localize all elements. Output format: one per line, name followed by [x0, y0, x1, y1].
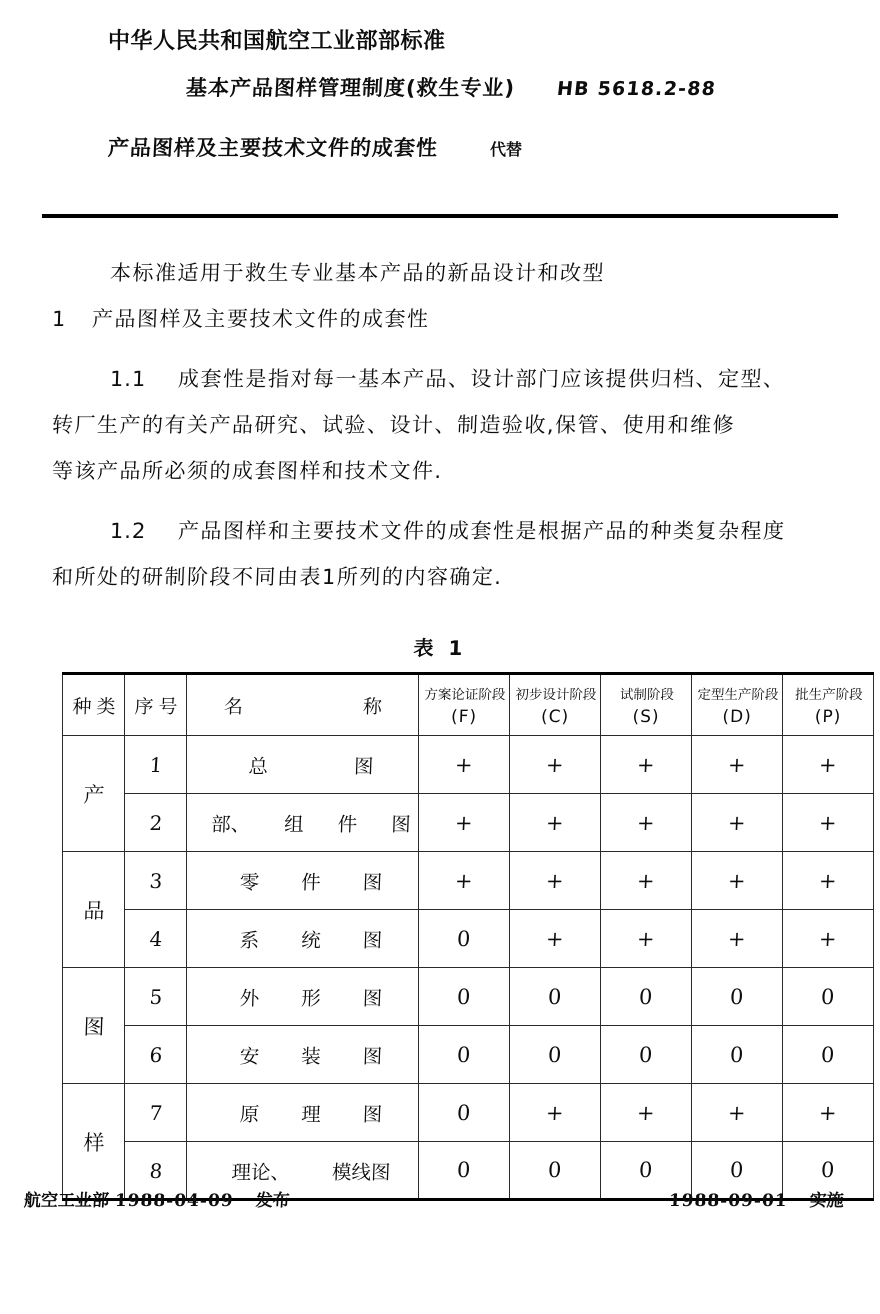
- column-header-seq: 序号: [123, 674, 187, 736]
- footer-effective-action: 实施: [809, 1191, 845, 1211]
- cell-stage-mark: [510, 910, 601, 968]
- stage-label-d: 定型生产阶段: [696, 686, 779, 702]
- paragraph-1-2-line-1: [51, 508, 843, 554]
- cell-kind: 样: [60, 1084, 126, 1200]
- name-part: 原: [238, 1102, 260, 1126]
- paragraph-1-1-line-1: [51, 356, 843, 402]
- cell-seq: 6: [122, 1026, 188, 1084]
- table-header-row: [63, 674, 874, 736]
- stage-label-c: 初步设计阶段: [514, 686, 597, 702]
- name-part: 图: [361, 870, 383, 894]
- name-part: 图: [390, 812, 411, 836]
- stage-mark: +: [727, 1100, 747, 1125]
- name-part: 件: [336, 812, 358, 836]
- table-row: [63, 1084, 874, 1142]
- document-title-sub: 产品图样及主要技术文件的成套性: [107, 136, 439, 160]
- cell-stage-mark: [692, 968, 783, 1026]
- name-part: 安: [238, 1044, 260, 1068]
- footer-issue: [23, 1186, 290, 1211]
- cell-stage-mark: [419, 1142, 510, 1200]
- cell-name: [185, 1084, 419, 1142]
- name-part: 系: [238, 928, 260, 952]
- cell-seq: 8: [122, 1142, 188, 1200]
- cell-stage-mark: [601, 794, 692, 852]
- stage-mark: +: [818, 868, 838, 893]
- cell-stage-mark: [510, 852, 601, 910]
- table-head: [63, 674, 874, 736]
- cell-stage-mark: [419, 852, 510, 910]
- name-part: 图: [353, 754, 374, 778]
- cell-stage-mark: [510, 1142, 601, 1200]
- scope-paragraph: 本标准适用于救生专业基本产品的新品设计和改型: [109, 261, 606, 285]
- name-part: 图: [361, 986, 383, 1010]
- column-header-name: [185, 674, 419, 736]
- cell-seq: 5: [122, 968, 188, 1026]
- name-part: 统: [300, 928, 321, 952]
- stage-mark: 0: [638, 984, 654, 1009]
- cell-seq: 4: [122, 910, 188, 968]
- column-header-stage-d: [690, 674, 783, 736]
- cell-stage-mark: [510, 794, 601, 852]
- cell-stage-mark: [601, 852, 692, 910]
- name-part: 理: [300, 1102, 321, 1126]
- cell-stage-mark: [419, 794, 510, 852]
- ministry-standard-line: 中华人民共和国航空工业部部标准: [108, 29, 446, 54]
- paragraph-1-2-text-1: 产品图样和主要技术文件的成套性是根据产品的种类复杂程度: [177, 519, 786, 543]
- stage-mark: 0: [820, 1158, 836, 1182]
- cell-stage-mark: [510, 1084, 601, 1142]
- paragraph-1-2-number: 1.2: [109, 519, 147, 543]
- name-part: 零: [238, 870, 260, 894]
- completeness-table: [62, 672, 874, 1201]
- table-row: [63, 794, 874, 852]
- column-header-name-left: 名: [223, 695, 243, 718]
- cell-name: [185, 968, 419, 1026]
- stage-mark: 0: [638, 1158, 654, 1182]
- cell-stage-mark: [692, 736, 783, 794]
- stage-mark: 0: [456, 984, 472, 1009]
- stage-mark: 0: [729, 1042, 745, 1067]
- stage-mark: +: [727, 926, 747, 951]
- paragraph-1-1-line-2: 转厂生产的有关产品研究、试验、设计、制造验收,保管、使用和维修: [51, 413, 736, 437]
- stage-mark: 0: [547, 1042, 563, 1067]
- stage-mark: +: [727, 752, 747, 777]
- stage-label-f: 方案论证阶段: [423, 686, 506, 702]
- cell-stage-mark: [783, 736, 874, 794]
- paragraph-gap: [52, 494, 842, 508]
- paragraph-1-2-line-2: 和所处的研制阶段不同由表1所列的内容确定.: [51, 565, 503, 589]
- name-part: 图: [361, 928, 383, 952]
- stage-mark: +: [636, 1100, 656, 1125]
- replaces-label: 代替: [490, 140, 523, 159]
- stage-mark: 0: [456, 1158, 472, 1182]
- name-part: 总: [247, 754, 268, 778]
- cell-name: [185, 736, 419, 794]
- paragraph-gap: [52, 342, 842, 356]
- stage-mark: 0: [547, 984, 563, 1009]
- cell-stage-mark: [783, 968, 874, 1026]
- cell-name: [185, 910, 419, 968]
- stage-code-c: (C): [540, 706, 570, 726]
- section-1-heading: [51, 296, 843, 342]
- cell-stage-mark: [692, 910, 783, 968]
- standard-number: HB 5618.2-88: [556, 78, 718, 100]
- table-row: [63, 736, 874, 794]
- cell-stage-mark: [692, 1026, 783, 1084]
- cell-stage-mark: [601, 736, 692, 794]
- cell-stage-mark: [783, 794, 874, 852]
- table-row: [63, 852, 874, 910]
- column-header-stage-c: [508, 674, 601, 736]
- stage-mark: +: [636, 810, 656, 835]
- stage-mark: 0: [638, 1042, 654, 1067]
- stage-mark: +: [545, 868, 565, 893]
- footer-issue-date: 1988-04-09: [114, 1191, 235, 1211]
- stage-code-p: (P): [813, 706, 842, 726]
- name-part: 模线图: [331, 1160, 391, 1183]
- footer-issue-action: 发布: [255, 1191, 291, 1211]
- cell-stage-mark: [510, 1026, 601, 1084]
- cell-stage-mark: [419, 1026, 510, 1084]
- document-title-main: 基本产品图样管理制度(救生专业): [185, 76, 516, 100]
- stage-mark: +: [454, 868, 474, 893]
- cell-stage-mark: [783, 1084, 874, 1142]
- table-row: [63, 968, 874, 1026]
- stage-mark: 0: [456, 1100, 472, 1125]
- stage-mark: +: [545, 810, 565, 835]
- cell-stage-mark: [419, 736, 510, 794]
- stage-mark: +: [454, 752, 474, 777]
- title-row-sub: [108, 132, 868, 162]
- stage-mark: +: [727, 810, 747, 835]
- cell-stage-mark: [601, 968, 692, 1026]
- footer-issuer: 航空工业部: [23, 1191, 110, 1211]
- section-1-title: 产品图样及主要技术文件的成套性: [91, 307, 430, 331]
- cell-seq: 3: [122, 852, 188, 910]
- stage-mark: +: [636, 926, 656, 951]
- table-row: [63, 1026, 874, 1084]
- section-1-number: 1: [51, 307, 68, 331]
- column-header-name-right: 称: [362, 695, 382, 718]
- name-part: 装: [300, 1044, 321, 1068]
- stage-mark: +: [636, 868, 656, 893]
- table-caption: 表 1: [413, 636, 467, 660]
- name-part: 部、: [210, 812, 251, 836]
- footer-effective-date: 1988-09-01: [668, 1191, 789, 1211]
- stage-mark: +: [818, 926, 838, 951]
- cell-name: [185, 852, 419, 910]
- column-header-stage-p: [781, 674, 874, 736]
- stage-label-p: 批生产阶段: [794, 686, 863, 702]
- cell-stage-mark: [783, 852, 874, 910]
- stage-mark: 0: [456, 1042, 472, 1067]
- footer-effective: [663, 1186, 845, 1211]
- paragraph-1-1-line-3: 等该产品所必须的成套图样和技术文件.: [51, 459, 444, 483]
- cell-stage-mark: [692, 794, 783, 852]
- cell-stage-mark: [419, 968, 510, 1026]
- stage-code-d: (D): [721, 706, 752, 726]
- header-divider-rule: [42, 214, 838, 218]
- stage-mark: +: [818, 810, 838, 835]
- table-row: [63, 910, 874, 968]
- stage-code-f: (F): [450, 706, 477, 726]
- name-part: 图: [361, 1044, 383, 1068]
- body-text-block: [52, 250, 842, 600]
- stage-mark: +: [545, 752, 565, 777]
- name-part: 图: [361, 1102, 383, 1126]
- cell-seq: 2: [122, 794, 188, 852]
- column-header-kind: 种类: [61, 674, 125, 736]
- stage-mark: +: [545, 1100, 565, 1125]
- cell-name: [185, 794, 419, 852]
- stage-mark: 0: [729, 1158, 745, 1182]
- name-part: 组: [283, 812, 304, 836]
- cell-seq: 1: [122, 736, 188, 794]
- stage-mark: +: [545, 926, 565, 951]
- column-header-stage-s: [599, 674, 692, 736]
- name-part: 理论、: [230, 1160, 290, 1183]
- cell-seq: 7: [122, 1084, 188, 1142]
- name-part: 件: [300, 870, 321, 894]
- stage-mark: 0: [456, 926, 472, 951]
- cell-stage-mark: [692, 1084, 783, 1142]
- cell-stage-mark: [601, 1026, 692, 1084]
- stage-mark: +: [636, 752, 656, 777]
- cell-kind: 产: [60, 736, 126, 852]
- cell-kind: 图: [60, 968, 126, 1084]
- paragraph-1-1-number: 1.1: [109, 367, 147, 391]
- column-header-stage-f: [417, 674, 510, 736]
- stage-mark: +: [454, 810, 474, 835]
- title-row-main: [108, 72, 868, 102]
- stage-mark: 0: [729, 984, 745, 1009]
- cell-stage-mark: [601, 910, 692, 968]
- cell-stage-mark: [419, 1084, 510, 1142]
- cell-stage-mark: [783, 1026, 874, 1084]
- cell-stage-mark: [692, 852, 783, 910]
- cell-stage-mark: [601, 1084, 692, 1142]
- stage-mark: +: [818, 1100, 838, 1125]
- cell-name: [185, 1026, 419, 1084]
- cell-stage-mark: [419, 910, 510, 968]
- name-part: 形: [300, 986, 321, 1010]
- stage-mark: 0: [820, 1042, 836, 1067]
- table-body: [63, 736, 874, 1200]
- stage-code-s: (S): [631, 706, 660, 726]
- paragraph-1-1-text-1: 成套性是指对每一基本产品、设计部门应该提供归档、定型、: [177, 367, 786, 391]
- cell-stage-mark: [783, 910, 874, 968]
- cell-stage-mark: [510, 968, 601, 1026]
- stage-mark: +: [727, 868, 747, 893]
- stage-mark: 0: [547, 1158, 563, 1182]
- cell-stage-mark: [510, 736, 601, 794]
- stage-mark: +: [818, 752, 838, 777]
- name-part: 外: [238, 986, 260, 1010]
- cell-kind: 品: [60, 852, 126, 968]
- stage-label-s: 试制阶段: [619, 686, 674, 702]
- stage-mark: 0: [820, 984, 836, 1009]
